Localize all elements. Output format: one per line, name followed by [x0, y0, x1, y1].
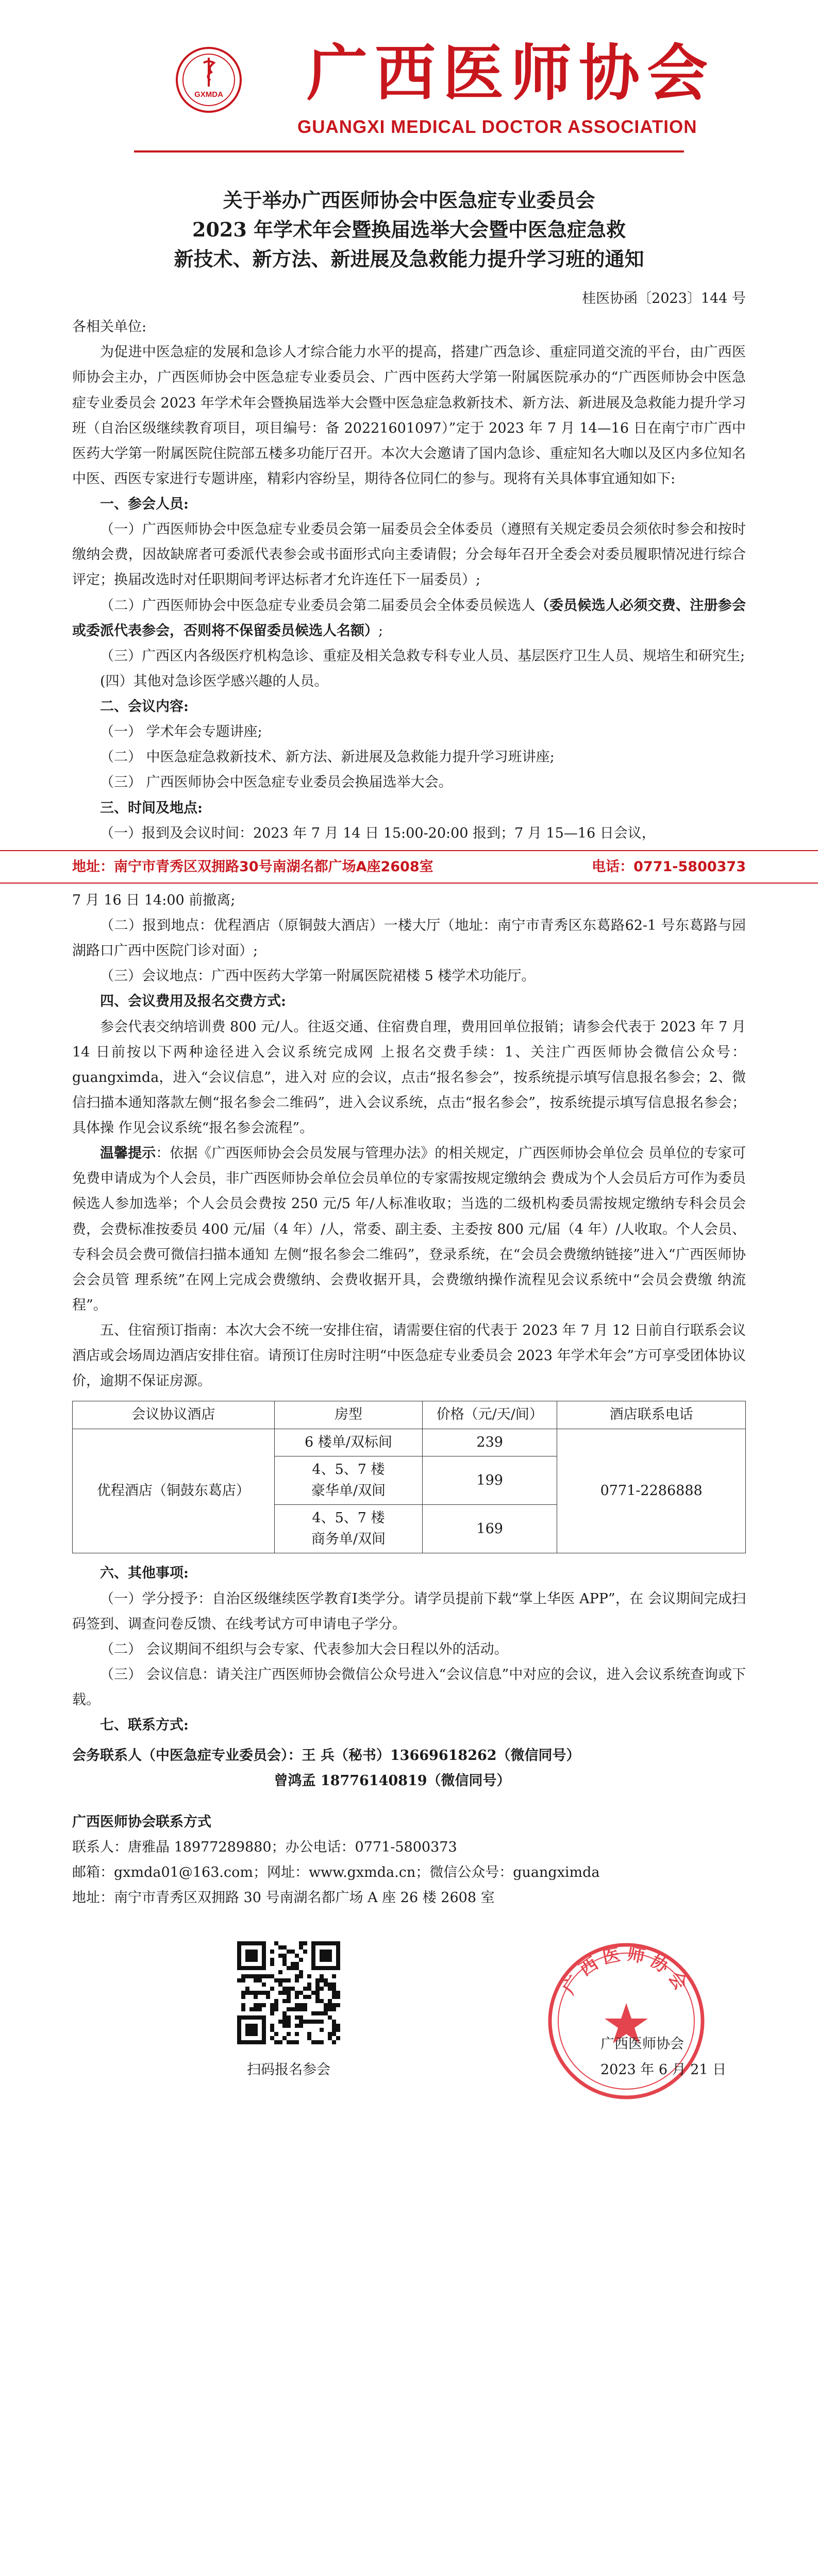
address-bar-phone: 电话：0771-5800373 — [592, 858, 746, 875]
section-1-item-4: (四）其他对急诊医学感兴趣的人员。 — [100, 673, 328, 689]
section-5-paragraph: 五、住宿预订指南：本次大会不统一安排住宿，请需要住宿的代表于 2023 年 7 月 12 日前自行联系会议酒店或会场周边酒店安排住宿。请预订住房时注明“中医急症专业委员会 2023 年学术年会”方可享受团体协议价，逾期不保证房源。 — [72, 1323, 746, 1389]
org-name-cn: 广西医师协会 — [307, 38, 715, 109]
room-type-cell — [274, 1505, 422, 1553]
qr-caption: 扫码报名参会 — [247, 2062, 330, 2078]
section-6-item-3: （三） 会议信息：请关注广西医师协会微信公众号进入“会议信息”中对应的会议，进入会议系统查询或下载。 — [72, 1666, 746, 1708]
section-6-item-1: （一）学分授予：自治区级继续医学教育Ⅰ类学分。请学员提前下载“掌上华医 APP”，在 会议期间完成扫码签到、调查问卷反馈、在线考试方可申请电子学分。 — [72, 1590, 746, 1632]
room-price-cell: 169 — [423, 1505, 557, 1553]
signature-organization: 广西医师协会 — [600, 2036, 684, 2052]
hotel-name-cell: 优程酒店（铜鼓东葛店） — [73, 1429, 275, 1553]
hotel-table-header-cell: 酒店联系电话 — [557, 1401, 746, 1429]
address-bar-address: 地址：南宁市青秀区双拥路30号南湖名都广场A座2608室 — [72, 858, 433, 875]
section-3-item-2: （二）报到地点：优程酒店（原铜鼓大酒店）一楼大厅（地址：南宁市青秀区东葛路62-1 号东葛路与园湖路口广西中医院门诊对面）; — [72, 918, 746, 959]
letterhead — [72, 0, 746, 155]
hotel-table — [72, 1401, 746, 1553]
document-number: 桂医协函〔2023〕144 号 — [582, 291, 746, 307]
section-4-paragraph: 参会代表交纳培训费 800 元/人。往返交通、住宿费自理，费用回单位报销；请参会代表于 2023 年 7 月 14 日前按以下两种途径进入会议系统完成网 上报名交费手续：1、关注广西医师协会微信公众号：guangximda，进入“会议信息”，进入对 应的会议，点击“报名参会”，按系统提示填写信息报名参会；2、微信扫描本通知落款左侧“报名参会二维码”，进入会议系统，点击“报名参会”，按系统提示填写信息报名参会；具体操 作见会议系统“报名参会流程”。 — [72, 1019, 746, 1136]
room-price-cell: 199 — [423, 1456, 557, 1505]
signature-date: 2023 年 6 月 21 日 — [600, 2062, 727, 2078]
header-divider — [134, 150, 684, 152]
hotel-table-header-cell: 房型 — [274, 1401, 422, 1429]
section-3-item-3: （三）会议地点：广西中医药大学第一附属医院裙楼 5 楼学术功能厅。 — [100, 968, 536, 985]
section-2-item-2: （二） 中医急症急救新技术、新方法、新进展及急救能力提升学习班讲座; — [100, 749, 555, 766]
association-contact-person: 联系人：唐雅晶 18977289880；办公电话：0771-5800373 — [72, 1839, 457, 1855]
room-price-cell: 239 — [423, 1429, 557, 1456]
committee-contact — [72, 1743, 746, 1793]
section-2-heading: 二、会议内容: — [100, 699, 189, 715]
hotel-table-header — [73, 1401, 746, 1429]
warm-tip-paragraph — [72, 1141, 746, 1318]
section-1-item-1: （一）广西医师协会中医急症专业委员会第一届委员会全体委员（遵照有关规定委员会须依时参会和按时缴纳会费，因故缺席者可委派代表参会或书面形式向主委请假；分会每年召开全委会对委员履职情况进行综合评定；换届改选时对任职期间考评达标者才允许连任下一届委员）; — [72, 521, 746, 588]
section-1-item-2-end: ; — [378, 622, 383, 639]
hotel-table-header-cell: 价格（元/天/间） — [423, 1401, 557, 1429]
room-type-line: 豪华单/双间 — [311, 1482, 386, 1499]
section-3-item-1a: （一）报到及会议时间：2023 年 7 月 14 日 15:00-20:00 报到；7 月 15—16 日会议， — [100, 825, 656, 841]
document-title — [72, 185, 746, 274]
association-contact-address: 地址：南宁市青秀区双拥路 30 号南湖名都广场 A 座 26 楼 2608 室 — [72, 1889, 495, 1906]
svg-text:GXMDA: GXMDA — [194, 90, 223, 99]
committee-contact-line-2: 曾鸿孟 18776140819（微信同号） — [274, 1773, 511, 1789]
room-type-line: 4、5、7 楼 — [312, 1462, 385, 1478]
title-line-1: 关于举办广西医师协会中医急症专业委员会 — [223, 189, 595, 212]
section-4-heading: 四、会议费用及报名交费方式: — [100, 993, 286, 1010]
hotel-phone-cell: 0771-2286888 — [557, 1429, 746, 1553]
title-line-3: 新技术、新方法、新进展及急救能力提升学习班的通知 — [174, 247, 644, 270]
section-7-heading: 七、联系方式: — [100, 1717, 189, 1734]
room-type-line: 商务单/双间 — [311, 1531, 386, 1547]
room-type-cell — [274, 1429, 422, 1456]
association-contact — [72, 1809, 746, 1911]
section-1-item-3: （三）广西区内各级医疗机构急诊、重症及相关急救专科专业人员、基层医疗卫生人员、规培生和研究生; — [100, 648, 745, 664]
title-line-2: 2023 年学术年会暨换届选举大会暨中医急症急救 — [192, 218, 626, 241]
section-1-heading: 一、参会人员: — [100, 496, 189, 512]
intro-paragraph: 为促进中医急症的发展和急诊人才综合能力水平的提高，搭建广西急诊、重症同道交流的平台，由广西医师协会主办，广西医师协会中医急症专业委员会、广西中医药大学第一附属医院承办的“广西医师协会中医急症专业委员会 2023 年学术年会暨换届选举大会暨中医急症急救新技术、新方法、新进展及急救能力提升学习班（自治区级继续教育项目，项目编号：备 20221601097）”定于 2023 年 7 月 14—16 日在南宁市广西中医药大学第一附属医院住院部五楼多功能厅召开。本次大会邀请了国内急诊、重症知名大咖以及区内多位知名中医、西医专家进行专题讲座，精彩内容纷呈，期待各位同仁的参与。现将有关具体事宜通知如下: — [72, 344, 746, 487]
room-type-cell — [274, 1456, 422, 1505]
section-6-heading: 六、其他事项: — [100, 1565, 189, 1582]
warm-tip-label: 温馨提示 — [100, 1145, 156, 1162]
hotel-table-header-cell: 会议协议酒店 — [73, 1401, 275, 1429]
warm-tip-text: ：依据《广西医师协会会员发展与管理办法》的相关规定，广西医师协会单位会 员单位的专家可免费申请成为个人会员，非广西医师协会单位会员单位的专家需按规定缴纳会 费成为个人会员后方可作为委员候选人参加选举；个人会员会费按 250 元/5 年/人标准收取；当选的二级机构委员需按规定缴纳专科会员会费，会费标准按委员 400 元/届（4 年）/人，常委、副主委、主委按 800 元/届（4 年）/人收取。个人会员、专科会员会费可微信扫描本通知 左侧“报名参会二维码”，登录系统，在“会员会费缴纳链接”进入“广西医师协会会员管 理系统”在网上完成会费缴纳、会费收据开具，会费缴纳操作流程见会议系统中“会员会费缴 纳流程”。 — [72, 1145, 746, 1313]
section-2-item-1: （一） 学术年会专题讲座; — [100, 724, 262, 740]
footer — [72, 1941, 746, 2183]
section-1-item-2-note: （委员候选人必须交费、注册参会或委派代表参会，否则将不保留委员候选人名额） — [72, 597, 746, 639]
association-contact-web: 邮箱：gxmda01@163.com；网址：www.gxmda.cn；微信公众号：guangximda — [72, 1864, 600, 1880]
section-2-item-3: （三） 广西医师协会中医急症专业委员会换届选举大会。 — [100, 774, 453, 791]
room-type-line: 6 楼单/双标间 — [305, 1434, 392, 1450]
qr-code-icon[interactable] — [237, 1941, 340, 2044]
committee-contact-line: 会务联系人（中医急症专业委员会）：王 兵（秘书）13669618262（微信同号） — [72, 1748, 580, 1764]
section-1-item-2-text: （二）广西医师协会中医急症专业委员会第二届委员会全体委员候选人 — [100, 597, 536, 614]
room-type-line: 4、5、7 楼 — [312, 1510, 385, 1527]
salutation: 各相关单位: — [72, 319, 147, 335]
association-logo-icon — [175, 46, 242, 113]
table-row — [73, 1429, 746, 1456]
section-1-item-2 — [72, 593, 746, 643]
org-name-en: GUANGXI MEDICAL DOCTOR ASSOCIATION — [297, 117, 697, 137]
svg-text:广西医师协会: 广西医师协会 — [558, 1943, 694, 1998]
association-contact-title: 广西医师协会联系方式 — [72, 1814, 211, 1830]
address-bar — [0, 850, 818, 884]
section-3-item-1b: 7 月 16 日 14:00 前撤离; — [72, 892, 236, 908]
section-6-item-2: （二） 会议期间不组织与会专家、代表参加大会日程以外的活动。 — [100, 1641, 508, 1657]
section-3-heading: 三、时间及地点: — [100, 800, 203, 816]
